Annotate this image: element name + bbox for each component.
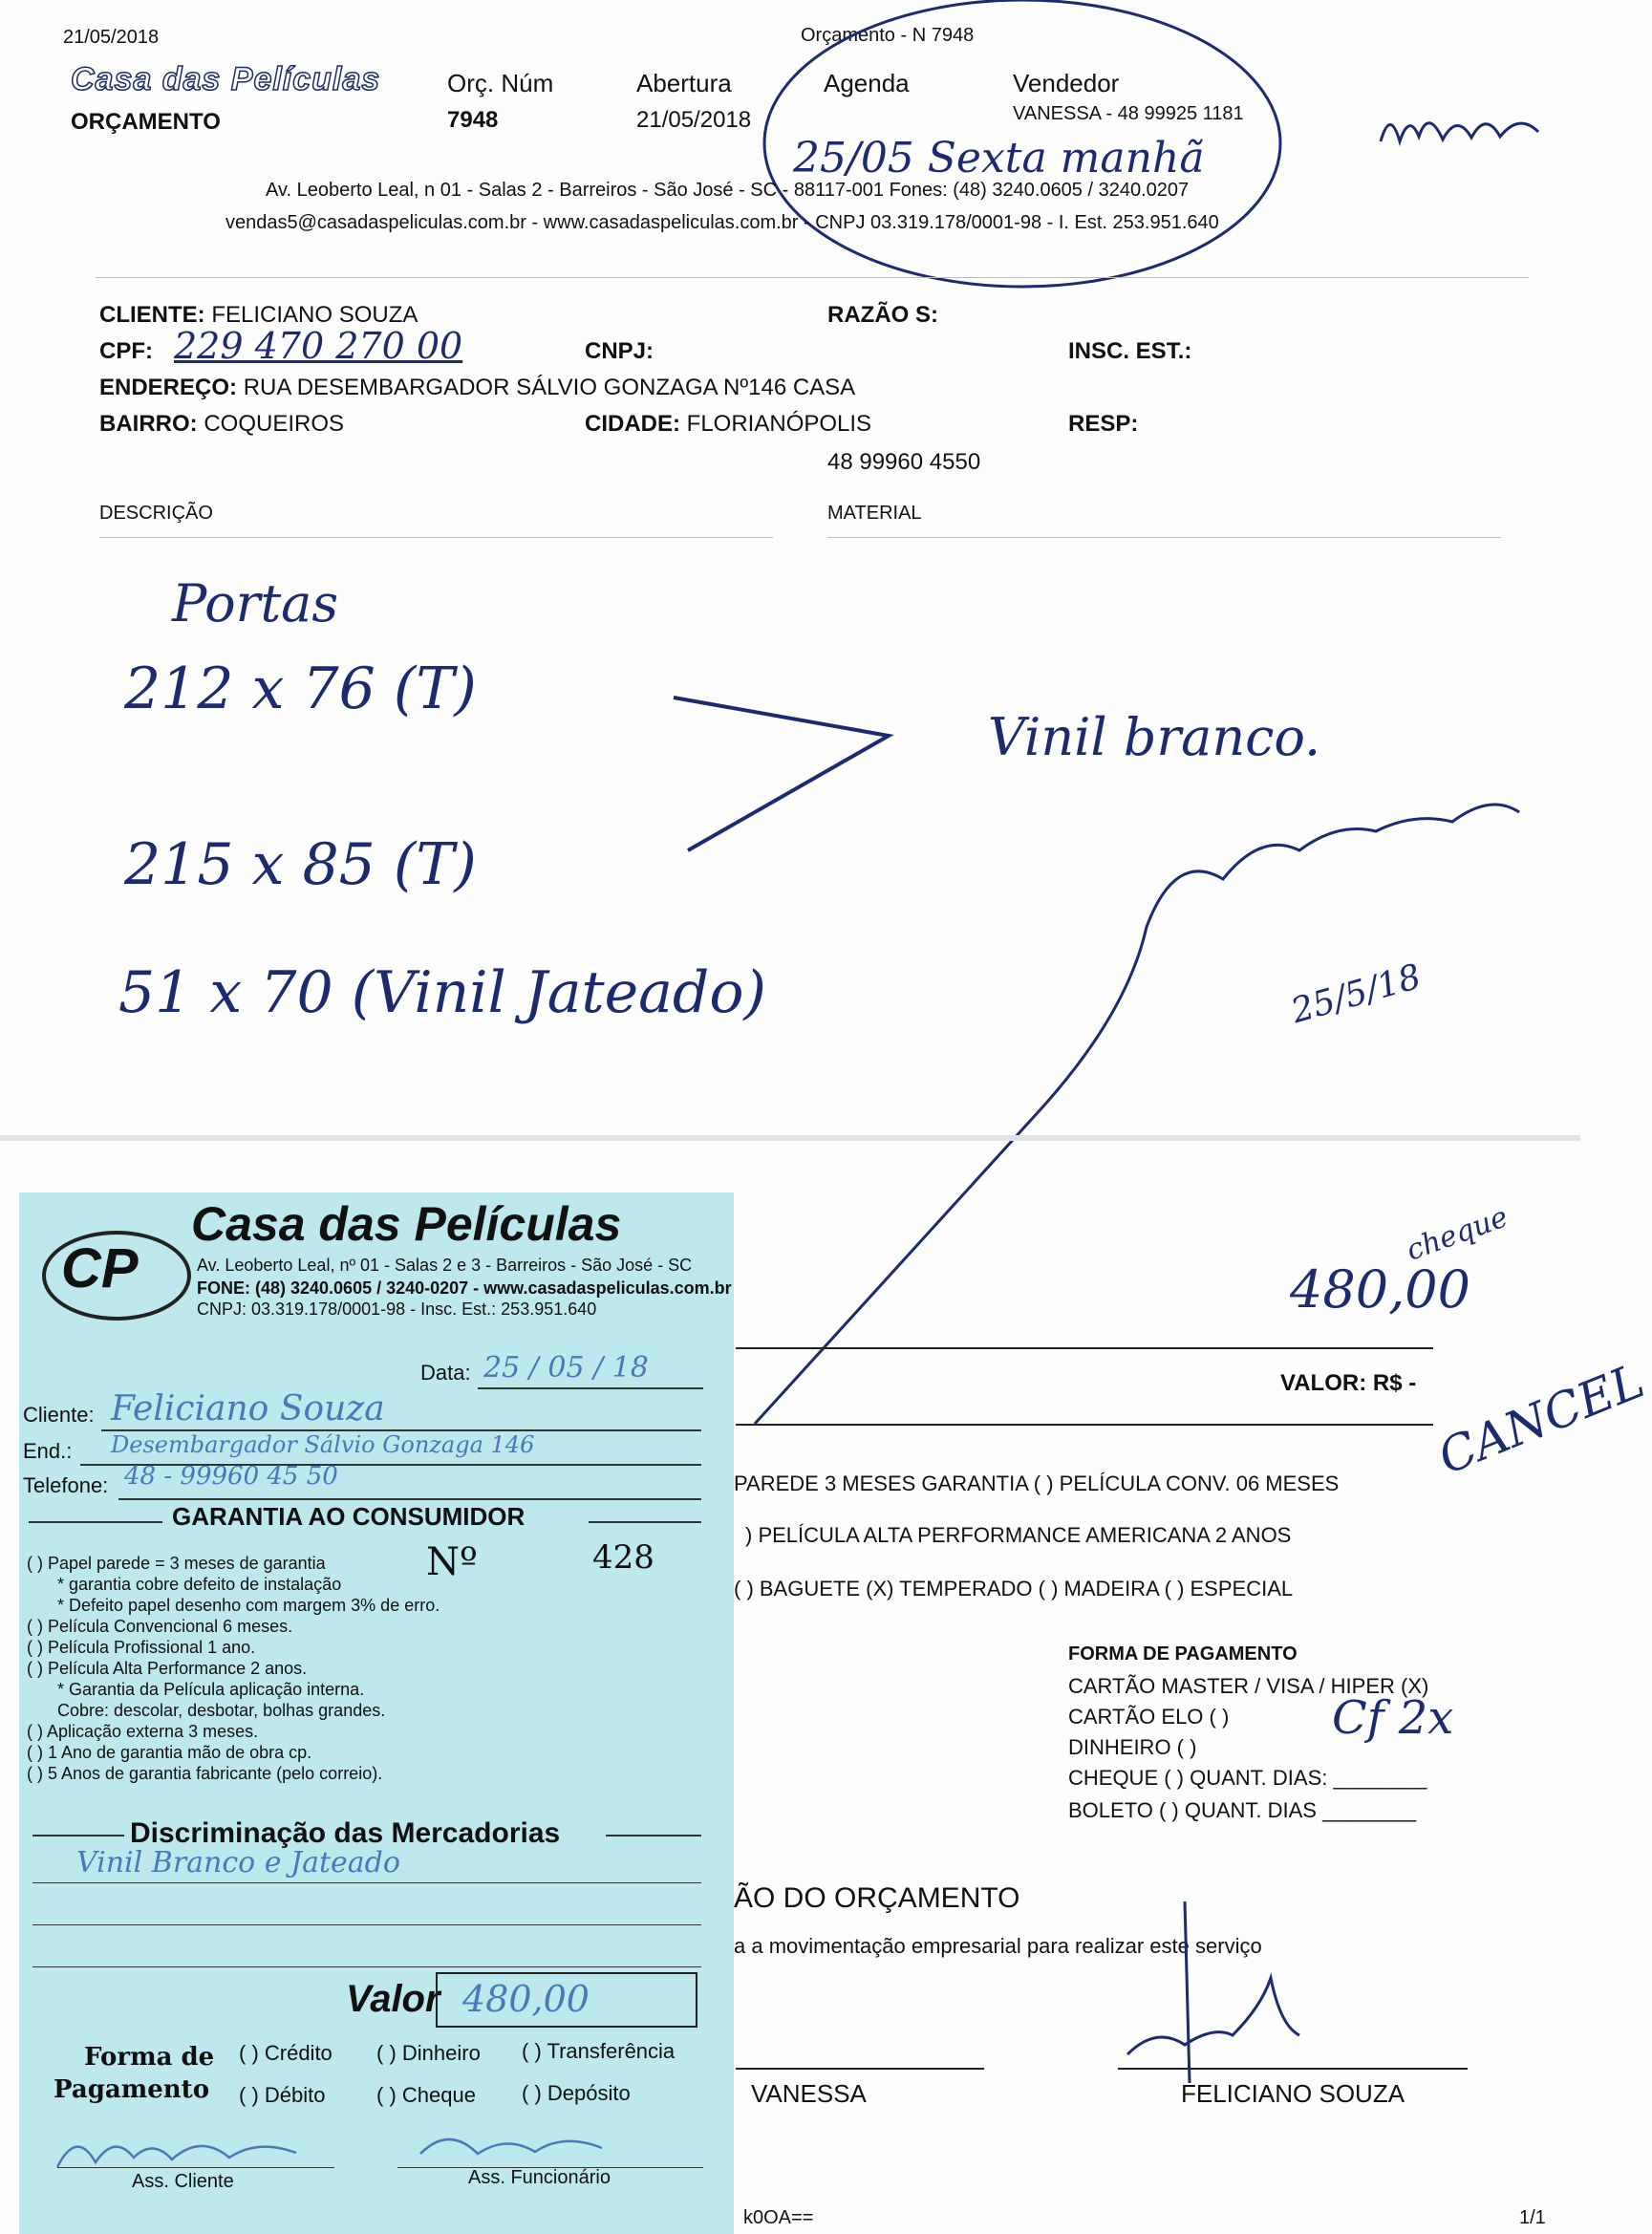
garantia-item: ( ) Película Profissional 1 ano.	[27, 1638, 256, 1657]
footer-code: k0OA==	[743, 2207, 814, 2228]
garantia-item: * garantia cobre defeito de instalação	[57, 1575, 342, 1594]
signature-left-name: VANESSA	[751, 2079, 867, 2108]
razao-label: RAZÃO S:	[827, 302, 938, 328]
pay-card-master: CARTÃO MASTER / VISA / HIPER (X)	[1068, 1674, 1429, 1698]
orc-num-label: Orç. Núm	[447, 69, 554, 97]
receipt-number: 428	[592, 1538, 654, 1577]
vendedor-value: VANESSA - 48 99925 1181	[1013, 103, 1244, 124]
cidade-row: CIDADE: FLORIANÓPOLIS	[585, 411, 872, 437]
pagamento-title: FORMA DE PAGAMENTO	[1068, 1643, 1298, 1665]
receipt-telefone-label: Telefone:	[23, 1473, 109, 1497]
valor-label-receipt: Valor	[346, 1978, 440, 2020]
cliente-row: CLIENTE: FELICIANO SOUZA	[99, 302, 418, 328]
numero-sign: Nº	[426, 1540, 478, 1584]
brand-logo: Casa das Películas	[71, 61, 381, 97]
garantia-item: * Garantia da Película aplicação interna.	[57, 1680, 365, 1699]
hw-material: Vinil branco.	[988, 707, 1321, 767]
orc-num-value: 7948	[447, 107, 499, 133]
garantia-item: ( ) Película Convencional 6 meses.	[27, 1617, 293, 1636]
opt-dinheiro: ( ) Dinheiro	[376, 2041, 481, 2065]
hw-amount-note: cheque	[1402, 1200, 1513, 1268]
receipt-brand: Casa das Películas	[191, 1197, 622, 1251]
material-label: MATERIAL	[827, 503, 922, 524]
aprovacao-title: ÃO DO ORÇAMENTO	[734, 1882, 1020, 1914]
pay-card-elo: CARTÃO ELO ( )	[1068, 1705, 1230, 1729]
bairro-row: BAIRRO: COQUEIROS	[99, 411, 345, 437]
forma-label-1: Forma de	[84, 2043, 215, 2072]
initials-scribble	[1376, 103, 1548, 161]
insc-est-label: INSC. EST.:	[1068, 338, 1192, 364]
endereco-value: RUA DESEMBARGADOR SÁLVIO GONZAGA Nº146 CASA	[243, 375, 856, 400]
signature-right-name: FELICIANO SOUZA	[1181, 2079, 1405, 2108]
print-date: 21/05/2018	[63, 27, 160, 48]
client-signature-scribble	[1099, 1892, 1347, 2093]
descricao-label: DESCRIÇÃO	[99, 503, 213, 524]
page-number: 1/1	[1519, 2207, 1546, 2228]
client-phone: 48 99960 4550	[827, 449, 981, 475]
abertura-label: Abertura	[636, 69, 732, 97]
valor-label: VALOR: R$ -	[1280, 1370, 1417, 1396]
garantia-item: * Defeito papel desenho com margem 3% de erro.	[57, 1596, 440, 1615]
receipt-addr-3: CNPJ: 03.319.178/0001-98 - Insc. Est.: 253.951.640	[197, 1300, 597, 1319]
cidade-value: FLORIANÓPOLIS	[686, 411, 872, 437]
discriminacao-hw: Vinil Branco e Jateado	[76, 1846, 400, 1880]
cp-logo-text: CP	[61, 1237, 139, 1300]
fold-line	[0, 1135, 1580, 1141]
hw-portas: Portas	[172, 573, 339, 634]
receipt-cliente-hw: Feliciano Souza	[111, 1389, 385, 1428]
endereco-row: ENDEREÇO: RUA DESEMBARGADOR SÁLVIO GONZAGA Nº146 CASA	[99, 375, 856, 400]
garantia-item: ( ) Película Alta Performance 2 anos.	[27, 1659, 308, 1678]
pay-cheque: CHEQUE ( ) QUANT. DIAS: ________	[1068, 1766, 1427, 1790]
option-row-2: ) PELÍCULA ALTA PERFORMANCE AMERICANA 2 ANOS	[745, 1523, 1292, 1547]
opt-credito: ( ) Crédito	[239, 2041, 333, 2065]
receipt-addr-2: FONE: (48) 3240.0605 / 3240-0207 - www.casadaspeliculas.com.br	[197, 1278, 732, 1298]
ass-cliente: Ass. Cliente	[132, 2171, 234, 2192]
option-row-3: ( ) BAGUETE (X) TEMPERADO ( ) MADEIRA ( ) ESPECIAL	[734, 1577, 1294, 1600]
garantia-item: ( ) Aplicação externa 3 meses.	[27, 1722, 259, 1741]
cpf-label: CPF:	[99, 338, 153, 364]
garantia-item: Cobre: descolar, desbotar, bolhas grandes.	[57, 1701, 386, 1720]
garantia-item: ( ) 1 Ano de garantia mão de obra cp.	[27, 1743, 312, 1762]
cliente-value: FELICIANO SOUZA	[211, 302, 418, 328]
receipt-telefone-hw: 48 - 99960 45 50	[124, 1462, 338, 1491]
quote-reference: Orçamento - N 7948	[801, 25, 975, 46]
valor-hw: 480,00	[462, 1978, 590, 2020]
forma-label-2: Pagamento	[54, 2075, 210, 2104]
receipt-date-label: Data:	[420, 1361, 471, 1385]
discriminacao-title: Discriminação das Mercadorias	[130, 1817, 561, 1849]
garantia-item: ( ) Papel parede = 3 meses de garantia	[27, 1554, 326, 1573]
pay-cash: DINHEIRO ( )	[1068, 1735, 1197, 1759]
agenda-label: Agenda	[824, 69, 910, 97]
hw-signature-date: 25/5/18	[1287, 956, 1426, 1032]
ink-circle	[745, 0, 1280, 306]
receipt-cliente-label: Cliente:	[23, 1403, 95, 1427]
receipt-end-hw: Desembargador Sálvio Gonzaga 146	[111, 1431, 535, 1458]
hw-canceled: CANCEL	[1430, 1352, 1652, 1486]
hw-measure-2: 215 x 85 (T)	[124, 831, 477, 898]
hw-card-note: Cf 2x	[1332, 1691, 1454, 1745]
receipt-addr-1: Av. Leoberto Leal, nº 01 - Salas 2 e 3 - Barreiros - São José - SC	[197, 1256, 693, 1275]
handwritten-agenda: 25/05 Sexta manhã	[793, 134, 1205, 183]
cpf-handwritten: 229 470 270 00	[174, 325, 463, 367]
document-type: ORÇAMENTO	[71, 109, 221, 135]
opt-debito: ( ) Débito	[239, 2083, 326, 2107]
receipt-end-label: End.:	[23, 1439, 73, 1463]
opt-transferencia: ( ) Transferência	[522, 2039, 676, 2063]
garantia-item: ( ) 5 Anos de garantia fabricante (pelo correio).	[27, 1764, 383, 1783]
hw-measure-1: 212 x 76 (T)	[124, 655, 477, 722]
option-row-1: PAREDE 3 MESES GARANTIA ( ) PELÍCULA CONV. 06 MESES	[734, 1471, 1340, 1495]
hw-measure-3: 51 x 70 (Vinil Jateado)	[118, 959, 766, 1026]
abertura-value: 21/05/2018	[636, 107, 752, 133]
receipt-date-hw: 25 / 05 / 18	[483, 1351, 649, 1385]
ass-funcionario: Ass. Funcionário	[468, 2167, 611, 2188]
garantia-title: GARANTIA AO CONSUMIDOR	[172, 1502, 526, 1531]
company-contact: vendas5@casadaspeliculas.com.br - www.casadaspeliculas.com.br - CNPJ 03.319.178/0001-98 - I. Est. 253.951.640	[225, 212, 1219, 233]
diagonal-signature-stroke	[726, 793, 1567, 1443]
hw-amount: 480,00	[1290, 1259, 1470, 1320]
opt-deposito: ( ) Depósito	[522, 2081, 631, 2105]
aprovacao-text: a a movimentação empresarial para realizar este serviço	[734, 1934, 1262, 1958]
opt-cheque: ( ) Cheque	[376, 2083, 476, 2107]
pay-boleto: BOLETO ( ) QUANT. DIAS ________	[1068, 1798, 1416, 1822]
vendedor-label: Vendedor	[1013, 69, 1120, 97]
cnpj-label: CNPJ:	[585, 338, 654, 364]
resp-label: RESP:	[1068, 411, 1139, 437]
company-address: Av. Leoberto Leal, n 01 - Salas 2 - Barreiros - São José - SC - 88117-001 Fones: (48) 3240.0605 / 3240.0207	[266, 180, 1190, 201]
warranty-receipt	[19, 1192, 734, 2234]
bairro-value: COQUEIROS	[204, 411, 345, 437]
